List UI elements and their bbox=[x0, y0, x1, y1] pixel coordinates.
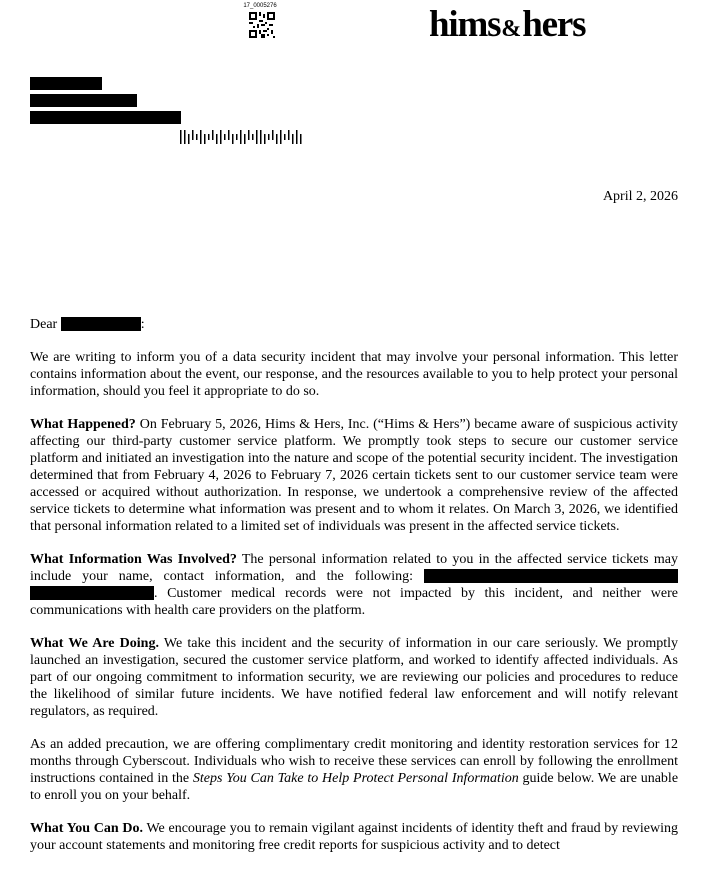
what-you-can-do-heading: What You Can Do. bbox=[30, 821, 143, 836]
redacted-address-line bbox=[30, 77, 102, 90]
redacted-information-types bbox=[424, 569, 678, 583]
salutation bbox=[30, 316, 145, 333]
precaution-text-2: guide below. We are unable to enroll you on your behalf. bbox=[30, 771, 679, 803]
what-doing-text: We take this incident and the security of information in our care seriously. We promptly launched an investigation, secured the customer service platform, and worked to identify affected individuals. As part of our ongoing commitment to information security, we are reviewing our policies and procedures to reduce the likelihood of similar future incidents. We have notified federal law enforcement and will notify relevant regulators, as required. bbox=[30, 636, 678, 719]
document-code: 17_0005276 bbox=[243, 3, 277, 9]
hims-hers-logo: hims&hers bbox=[429, 4, 586, 45]
redacted-address-line bbox=[30, 94, 137, 107]
what-you-can-do-paragraph bbox=[30, 820, 678, 854]
redacted-address-line bbox=[30, 111, 181, 124]
salutation-word: Dear bbox=[30, 317, 58, 332]
letter-body bbox=[30, 349, 678, 870]
letter-date: April 2, 2026 bbox=[602, 189, 678, 204]
what-you-can-do-text: We encourage you to remain vigilant against incidents of identity theft and fraud by reviewing your account statements and monitoring free credit reports for suspicious activity and to detect bbox=[30, 821, 679, 853]
precaution-text-1: As an added precaution, we are offering complimentary credit monitoring and identity restoration services for 12 months through Cyberscout. Individuals who wish to receive these services can enroll by following the enrollment instructions contained in the bbox=[30, 737, 678, 786]
what-doing-heading: What We Are Doing. bbox=[30, 636, 159, 651]
salutation-colon: : bbox=[140, 317, 145, 332]
intro-paragraph: We are writing to inform you of a data security incident that may involve your personal information. This letter contains information about the event, our response, and the resources available to you to help protect your personal information, should you feel it appropriate to do so. bbox=[30, 350, 678, 399]
qr-code bbox=[249, 12, 275, 38]
what-happened-paragraph bbox=[30, 416, 678, 535]
what-happened-heading: What Happened? bbox=[30, 417, 136, 432]
what-info-heading: What Information Was Involved? bbox=[30, 552, 237, 567]
redacted-recipient-name bbox=[61, 317, 141, 331]
precaution-guide-title: Steps You Can Take to Help Protect Personal Information bbox=[192, 771, 519, 786]
what-info-text-1: The personal information related to you in the affected service tickets may include your name, contact information, and the following: bbox=[30, 552, 678, 584]
what-info-paragraph bbox=[30, 551, 678, 619]
redacted-information-types bbox=[30, 586, 154, 600]
what-happened-text: On February 5, 2026, Hims & Hers, Inc. (“Hims & Hers”) became aware of suspicious activity affecting our third-party customer service platform. We promptly took steps to secure our customer service platform and initiated an investigation into the nature and scope of the potential security incident. The investigation determined that from February 4, 2026 to February 7, 2026 certain tickets sent to our customer service team were accessed or acquired without authorization. In response, we undertook a comprehensive review of the affected service tickets to determine what information was present and to whom it relates. On March 3, 2026, we identified that personal information related to a limited set of individuals was present in the affected service tickets. bbox=[30, 417, 678, 534]
precaution-paragraph bbox=[30, 736, 678, 804]
what-doing-paragraph bbox=[30, 635, 678, 720]
what-info-text-2: . Customer medical records were not impacted by this incident, and neither were communications with health care providers on the platform. bbox=[30, 586, 678, 618]
postal-barcode bbox=[180, 130, 302, 144]
